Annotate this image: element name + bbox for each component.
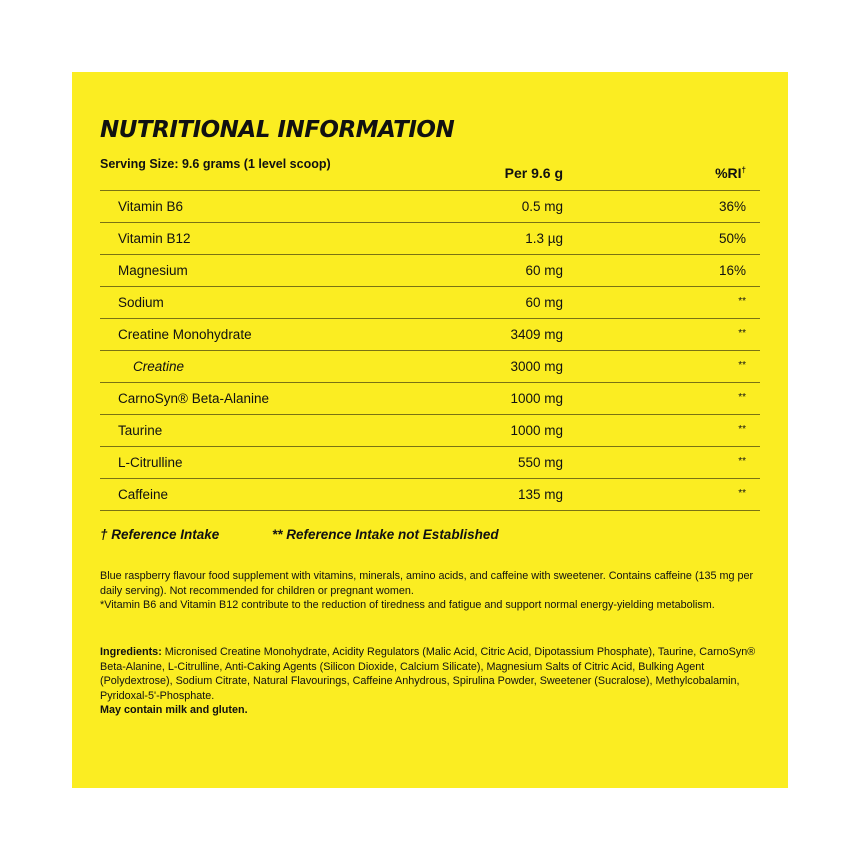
ingredients-label: Ingredients: <box>100 646 162 658</box>
serving-size: Serving Size: 9.6 grams (1 level scoop) <box>100 157 331 171</box>
table-row <box>100 478 760 511</box>
nutrient-amount: 3000 mg <box>510 359 563 374</box>
table-row <box>100 446 760 478</box>
nutrient-ri: ** <box>738 424 746 435</box>
nutrient-name: L-Citrulline <box>118 455 183 470</box>
nutrient-name: Caffeine <box>118 487 169 502</box>
nutrient-amount: 60 mg <box>525 263 563 278</box>
nutrient-ri: ** <box>738 328 746 339</box>
ingredients-block <box>100 645 760 718</box>
nutrient-ri: ** <box>738 456 746 467</box>
ingredients-text: Micronised Creatine Monohydrate, Acidity Regulators (Malic Acid, Citric Acid, Dipotassium Phosphate), Taurine, CarnoSyn® Beta-Alanine, L-Citrulline, Anti-Caking Agents (Silicon Dioxide, Calcium Silicate), Magnesium Salts of Citric Acid, Bulking Agent (Polydextrose), Sodium Citrate, Natural Flavourings, Caffeine Anhydrous, Spirulina Powder, Sweetener (Sucralose), Methylcobalamin, Pyridoxal-5'-Phosphate. <box>100 646 756 702</box>
nutrient-name: Magnesium <box>118 263 188 278</box>
nutrient-amount: 1.3 µg <box>525 231 563 246</box>
nutrient-ri: ** <box>738 392 746 403</box>
nutrient-amount: 3409 mg <box>510 327 563 342</box>
nutrient-amount: 1000 mg <box>510 391 563 406</box>
nutrient-name: Sodium <box>118 295 164 310</box>
product-description <box>100 569 760 613</box>
nutrient-amount: 550 mg <box>517 455 563 470</box>
description-text: Blue raspberry flavour food supplement with vitamins, minerals, amino acids, and caffeine with sweetener. Contains caffeine (135 mg per daily serving). Not recommended for children or pregnant women. <box>100 570 754 597</box>
nutrient-amount: 1000 mg <box>510 423 563 438</box>
column-header-per: Per 9.6 g <box>504 165 563 181</box>
dagger-mark: † <box>741 165 746 175</box>
nutrient-ri: 36% <box>718 199 746 214</box>
nutrient-name: Vitamin B6 <box>118 199 184 214</box>
nutrient-name: Vitamin B12 <box>118 231 191 246</box>
nutrient-amount: 0.5 mg <box>521 199 563 214</box>
table-row <box>100 286 760 318</box>
nutrient-table <box>100 190 760 511</box>
table-row <box>100 318 760 350</box>
nutrition-panel <box>72 72 788 788</box>
nutrient-ri: ** <box>738 488 746 499</box>
nutrient-ri: ** <box>738 360 746 371</box>
nutrient-ri: 16% <box>718 263 746 278</box>
nutrient-amount: 135 mg <box>517 487 563 502</box>
table-row <box>100 382 760 414</box>
nutrient-ri: ** <box>738 296 746 307</box>
nutrient-name: Creatine <box>133 359 185 374</box>
table-row <box>100 190 760 222</box>
panel-title: NUTRITIONAL INFORMATION <box>100 117 455 143</box>
table-row <box>100 222 760 254</box>
ingredients-list <box>100 645 760 703</box>
table-row <box>100 414 760 446</box>
footnote-reference-intake: † Reference Intake <box>100 527 220 542</box>
allergen-warning: May contain milk and gluten. <box>100 704 248 716</box>
nutrient-name: CarnoSyn® Beta-Alanine <box>118 391 270 406</box>
nutrient-name: Creatine Monohydrate <box>118 327 252 342</box>
nutrient-name: Taurine <box>118 423 163 438</box>
table-row <box>100 350 760 382</box>
footnote-not-established: ** Reference Intake not Established <box>272 527 499 542</box>
table-row <box>100 254 760 286</box>
nutrient-amount: 60 mg <box>525 295 563 310</box>
nutrient-ri: 50% <box>718 231 746 246</box>
column-header-ri-label: %RI <box>715 165 742 181</box>
column-header-ri <box>715 165 746 181</box>
vitamin-claim-text: *Vitamin B6 and Vitamin B12 contribute to the reduction of tiredness and fatigue and support normal energy-yielding metabolism. <box>100 599 715 611</box>
